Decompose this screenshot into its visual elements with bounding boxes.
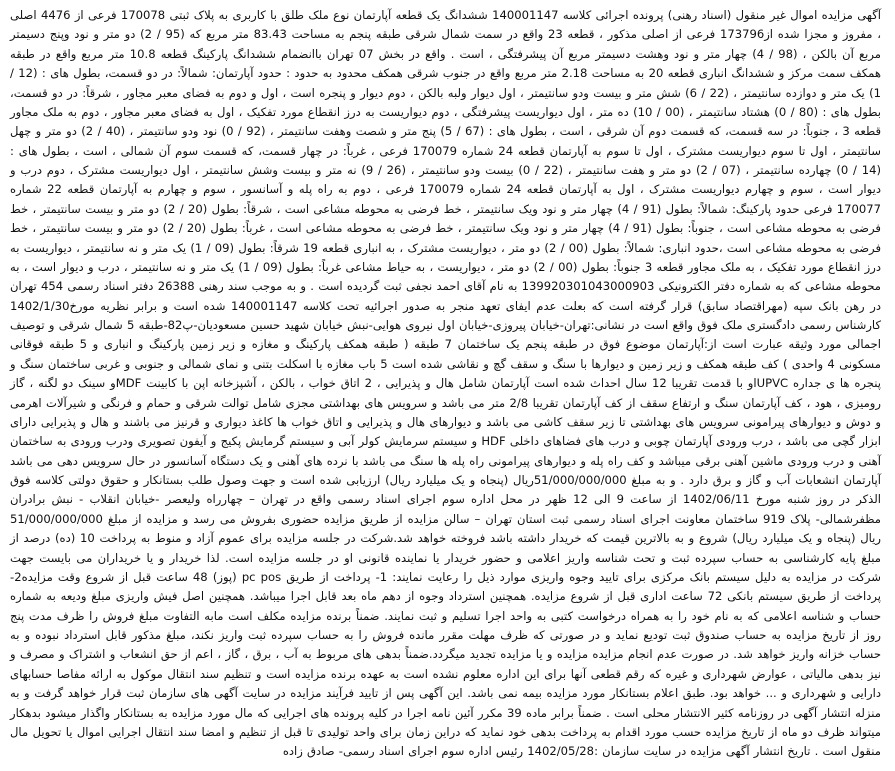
- auction-notice-text: آگهی مزایده اموال غیر منقول (اسناد رهنی) پرونده اجرائی کلاسه 140001147 ششدانگ یک قطعه آپارتمان نوع ملک طلق با کاربری به پلاک ثبتی 170078 فرعی از 4476 اصلی ، مفروز و مجزا شده از173796 فرعی از اصلی مذکور ، قطعه 23 واقع در سمت شمال شرقی طبقه پنجم به مساحت 83.43 متر مربع که (95 / 2) دو متر و نود وپنج دسیمتر مربع آن بالکن ، (98 / 4) چهار متر و نود وهشت دسیمتر مربع آن پیشرفتگی ، است . واقع در بخش 07 تهران باانضمام ششدانگ پارکینگ قطعه 10.8 متر مربع واقع در طبقه همکف سمت مرکز و ششدانگ انباری قطعه 20 به مساحت 2.18 متر مربع واقع در جنوب شرقی همکف محدود به حدود : حدود آپارتمان: شمالاً: در دو قسمت، بطول های : (12 / 1) یک متر و دوازده سانتیمتر ، (22 / 6) شش متر و بیست ودو سانتیمتر ، اول دیوار ولبه بالکن ، دوم دیوار و پنجره است ، اول و دوم به فضای معبر مجاور ، شرقاً: در دو قسمت، بطول های : (80 / 0) هشتاد سانتیمتر ، (00 / 10) ده متر ، اول دیواریست پیشرفتگی ، دوم دیواریست به درز انقطاع مورد تفکیک ، اول به فضای معبر مجاور ، دوم به ملک مجاور قطعه 3 ، جنوباً: در سه قسمت، که قسمت دوم آن شرقی ، است ، بطول های : (67 / 5) پنج متر و شصت وهفت سانتیمتر ، (92 / 0) نود ودو سانتیمتر ، (40 / 2) دو متر و چهل سانتیمتر ، اول تا سوم دیواریست مشترک ، اول تا سوم به آپارتمان قطعه 24 شماره 170079 فرعی ، غرباً: در چهار قسمت، که قسمت سوم آن شمالی ، است ، بطول های : (14 / 0) چهارده سانتیمتر ، (07 / 2) دو متر و هفت سانتیمتر ، (22 / 0) بیست ودو سانتیمتر ، (26 / 9) نه متر و بیست وشش سانتیمتر ، اول دیواریست مشترک ، دوم درب و دیوار است ، سوم و چهارم دیواریست مشترک ، اول به آپارتمان قطعه 24 شماره 170079 فرعی ، دوم به راه پله و آسانسور ، سوم و چهارم به آپارتمان قطعه 22 شماره 170077 فرعی حدود پارکینگ: شمالاً: بطول (91 / 4) چهار متر و نود ویک سانتیمتر ، خط فرضی به محوطه مشاعی است ، شرقاً: بطول (20 / 2) دو متر و بیست سانتیمتر ، خط فرضی به محوطه مشاعی است ، جنوباً: بطول (91 / 4) چهار متر و نود ویک سانتیمتر ، خط فرضی به محوطه مشاعی است ، غرباً: بطول (20 / 2) دو متر و بیست سانتیمتر ، خط فرضی به محوطه مشاعی است ،حدود انباری: شمالاً: بطول (00 / 2) دو متر ، دیواریست مشترک ، به انباری قطعه 19 شرقاً: بطول (09 / 1) یک متر و نه سانتیمتر ، دیواریست به درز انقطاع مورد تفکیک ، به ملک مجاور قطعه 3 جنوباً: بطول (00 / 2) دو متر ، دیواریست ، به حیاط مشاعی غرباً: بطول (09 / 1) یک متر و نه سانتیمتر ، درب و دیوار است ، به محوطه مشاعی که به شماره دفتر الکترونیکی 139920301043000903 به نام آقای احمد نجفی ثبت گردیده است . و به موجب سند رهنی 26388 دفتر اسناد رسمی 454 تهران در رهن بانک سپه (مهراقتصاد سابق) قرار گرفته است که بعلت عدم ایفای تعهد منجر به صدور اجرائیه تحت کلاسه 140001147 شده است و برابر نظریه مورخ1402/1/30 کارشناس رسمی دادگستری ملک فوق واقع است در نشانی:تهران-خیابان پیروزی-خیابان اول نیروی هوایی-نبش خیابان شهید حسین مسعودیان-پ82-طبقه 5 شمال شرقی و توصیف اجمالی مورد وثیقه عبارت است از:آپارتمان موضوع فوق در طبقه پنجم یک ساختمان 7 طبقه ( طبقه همکف پارکینگ و مغازه و زیر زمین پارکینگ و انباری و 5 طبقه فوقانی مسکونی 4 واحدی ) کف طبقه همکف و زیر زمین و دیوارها با سنگ و سقف گچ و نقاشی شده است 5 باب مغازه با اسکلت بتنی و نمای شمالی و جنوبی و غربی ساختمان سنگ و پنجره ها ی جداره UPVCاو با قدمت تقریبا 12 سال احداث شده است آپارتمان شامل هال و پذیرایی ، 2 اتاق خواب ، بالکن ، آشپزخانه اپن با کابینت MDFو سینک دو لگنه ، گاز رومیزی ، هود ، کف آپارتمان سنگ و ارتفاع سقف از کف آپارتمان تقریبا 2/8 متر می باشد و سرویس های بهداشتی مجزی شامل توالت شرقی و حمام و فرنگی و شیرآلات اهرمی و دوش و دیوارهای پیرامونی سرویس های بهداشتی تا زیر سقف کاشی می باشد و دیوارهای هال و پذیرایی و اتاق خواب ها کاغذ دیواری و قرنیز می باشند و هال و پذیرایی دارای ابزار گچی می باشد ، درب ورودی آپارتمان چوبی و درب های فضاهای داخلی HDF و سیستم سرمایش کولر آبی و سیستم گرمایش پکیج و آیفون تصویری ودرب ورودی به ساختمان آهنی و درب ورودی ماشین آهنی برقی میباشد و کف راه پله و دیوارهای پیرامونی راه پله ها سنگ می باشد با نرده های آهنی و یک دستگاه آسانسور در حال سرویس دهی می باشد آپارتمان انشعابات آب و گاز و برق دارد . و به مبلغ 51/000/000/000ریال (پنجاه و یک میلیارد ریال) ارزیابی شده است و جهت وصول طلب بستانکار و حقوق دولتی کلاسه فوق الذکر در روز شنبه مورخ 1402/06/11 از ساعت 9 الی 12 ظهر در محل اداره سوم اجرای اسناد رسمی واقع در تهران – چهارراه ولیعصر -خیابان انقلاب - نبش برادران مظفرشمالی- پلاک 919 ساختمان معاونت اجرای اسناد رسمی ثبت استان تهران – سالن مزایده از طریق مزایده حضوری بفروش می رسد و مزایده از مبلغ 51/000/000/000 ریال (پنجاه و یک میلیارد ریال) شروع و به بالاترین قیمت که خریدار داشته باشد فروخته خواهد شد.شرکت در جلسه مزایده برای عموم آزاد و منوط به پرداخت 10 (ده) درصد از مبلغ پایه کارشناسی به حساب سپرده ثبت و تحت شناسه واریز اعلامی و حضور خریدار یا نماینده قانونی او در جلسه مزایده است. لذا خریدار و یا خریداران می بایست جهت شرکت در مزایده به دلیل سیستم بانک مرکزی برای تایید وجوه واریزی موارد ذیل را رعایت نمایند: 1- پرداخت از طریق pc pos (پوز) 48 ساعت قبل از شروع وقت مزایده2- پرداخت از طریق سیستم بانکی 72 ساعت اداری قبل از شروع مزایده. همچنین استرداد وجوه از دهم ماه بعد قابل اجرا میباشد. همچنین اصل فیش واریزی مبلغ ودیعه به شماره حساب و شناسه اعلامی که به نام خود را به همراه درخواست کتبی به واحد اجرا تسلیم و ثبت نمایند. ضمناً برنده مزایده مکلف است مابه التفاوت مبلغ فروش را ظرف مدت پنج روز از تاریخ مزایده به حساب صندوق ثبت تودیع نماید و در صورتی که ظرف مهلت مقرر مانده فروش را به حساب سپرده ثبت واریز نکند، مبلغ مذکور قابل استرداد نبوده و به حساب خزانه واریز خواهد شد. در صورت عدم انجام مزایده مزایده و یا مزایده تجدید میگردد.ضمناً بدهی های مربوط به آب ، برق ، گاز ، اعم از حق انشعاب و اشتراک و مصرف و نیز بدهی مالیاتی ، عوارض شهرداری و غیره که رقم قطعی آنها برای این اداره معلوم نشده است به عهده برنده مزایده است و تنظیم سند انتقال موکول به ارائه مفاصا حسابهای دارایی و شهرداری و ... خواهد بود. طبق اعلام بستانکار مورد مزایده بیمه نمی باشد. این آگهی پس از تایید فرآیند مزایده در سایت آگهی های سازمان ثبت قرار خواهد گرفت و به منزله انتشار آگهی در روزنامه کثیر الانتشار محلی است . ضمناً برابر ماده 39 مکرر آئین نامه اجرا در کلیه پرونده های اجرایی که مال مورد مزایده به بستانکار واگذار میشود بدهکار میتواند ظرف دو ماه از تاریخ مزایده حسب مورد اقدام به پرداخت بدهی خود نماید که دراین زمان برای واحد تولیدی تا قبل از تنظیم و امضا سند انتقال اجرایی اموال یا تحویل مال منقول است . تاریخ انتشار آگهی مزایده در سایت سازمان :1402/05/28 رئیس اداره سوم اجرای اسناد رسمی- صادق زاده: [10, 8, 882, 759]
